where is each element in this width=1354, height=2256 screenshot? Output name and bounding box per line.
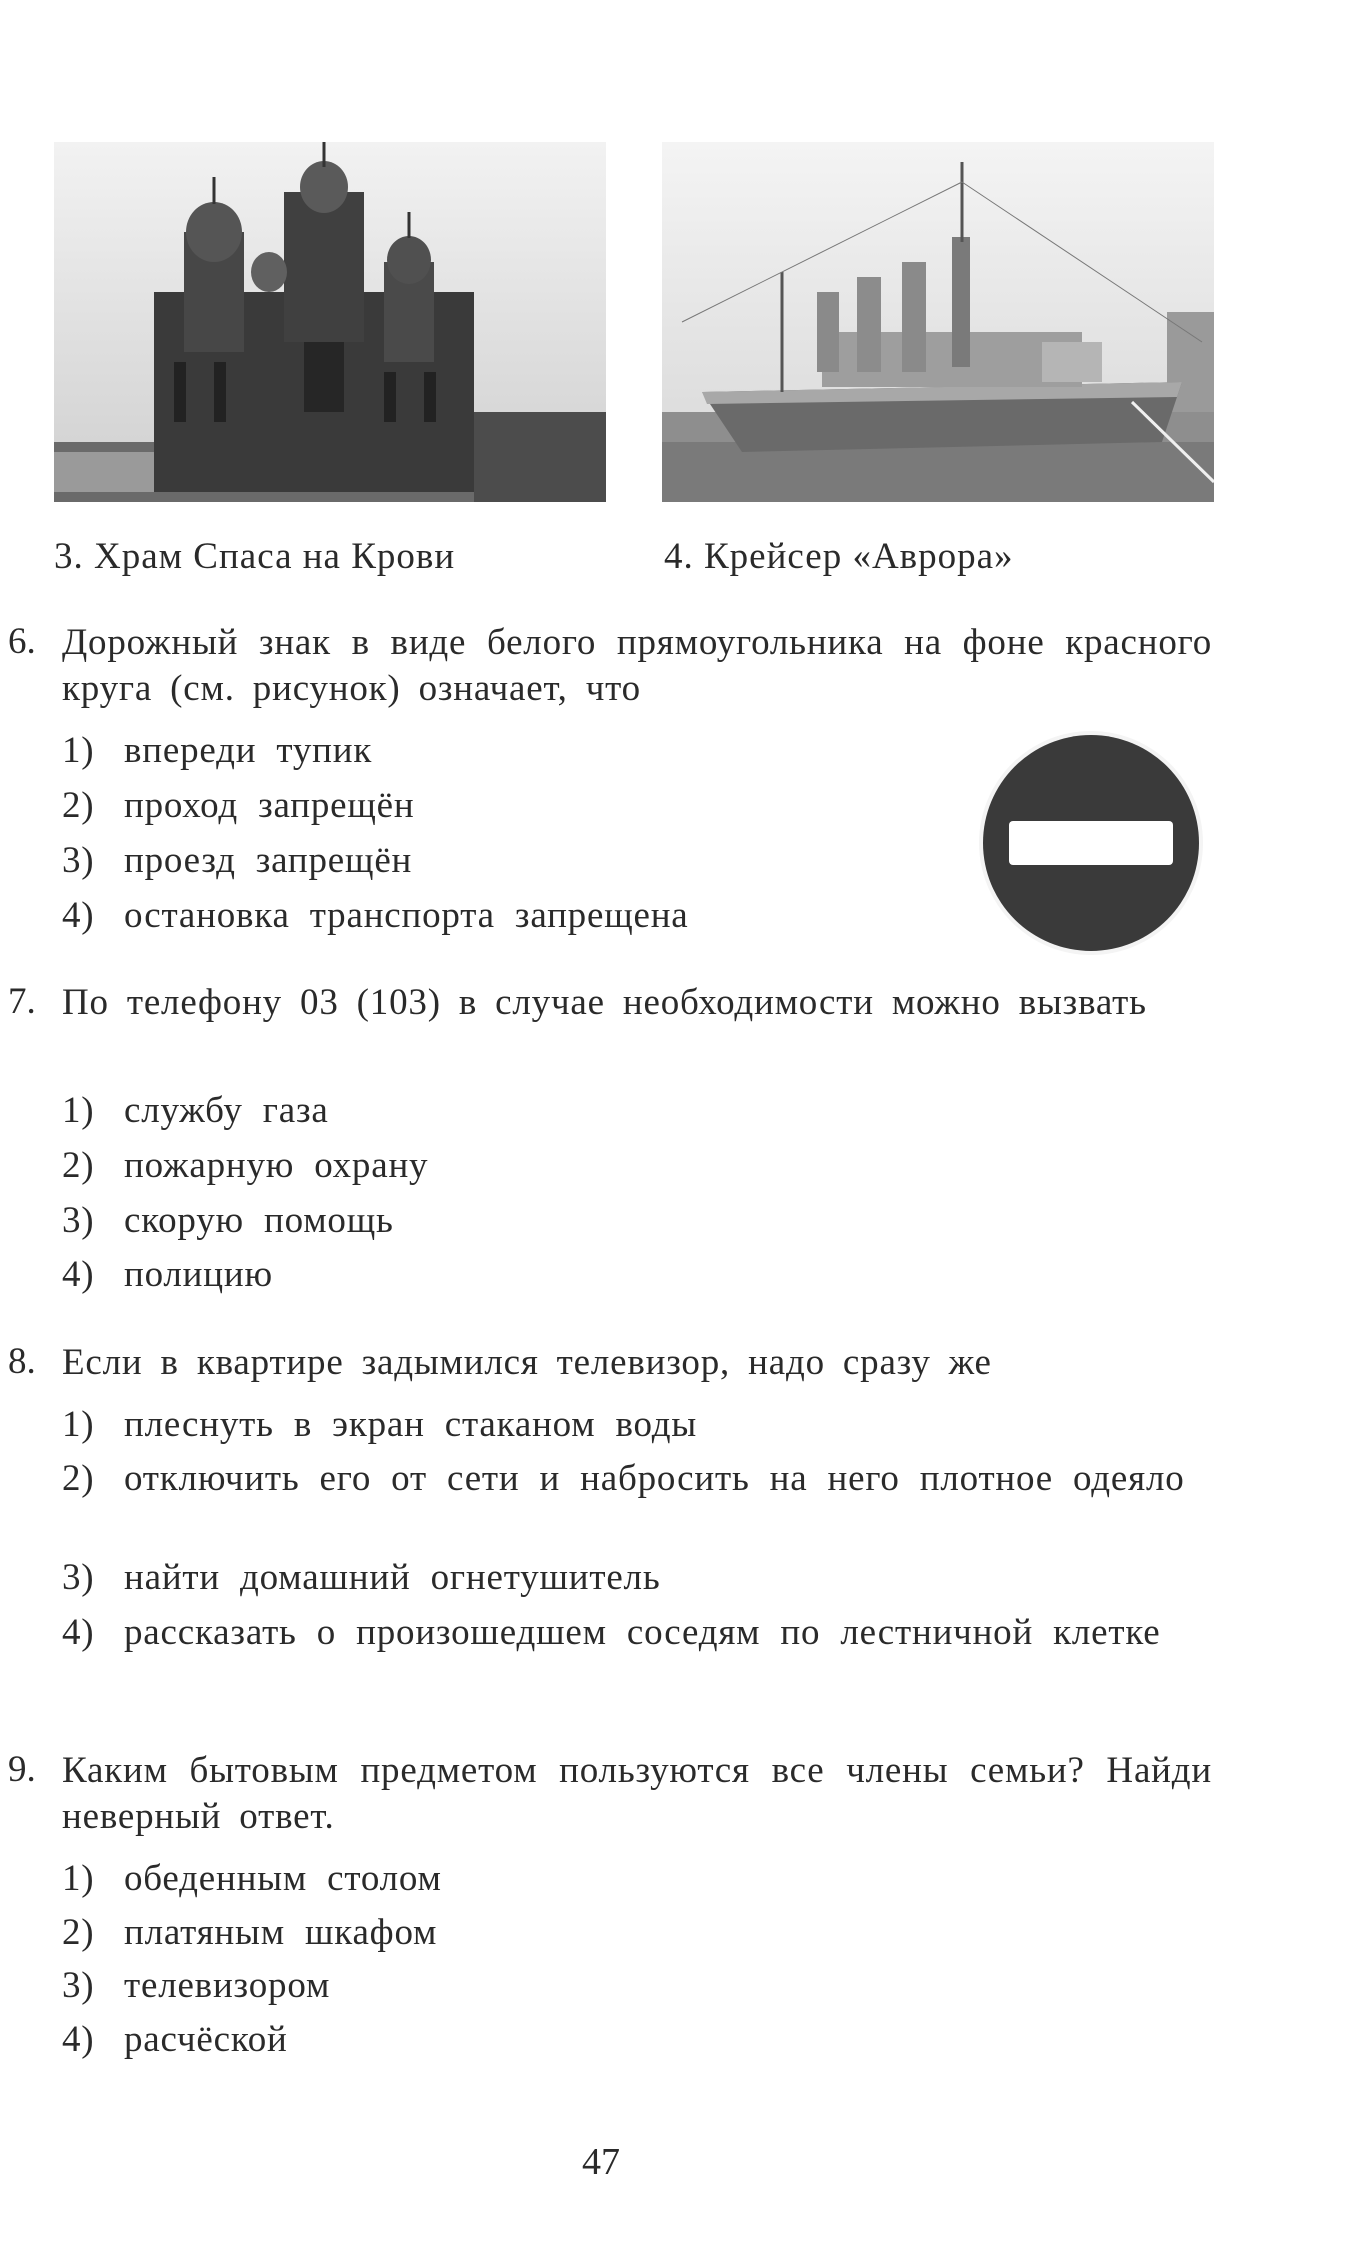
question-number: 6. [8, 621, 36, 662]
option-text: отключить его от сети и набросить на него плотное одеяло [124, 1458, 1185, 1499]
question-number: 9. [8, 1749, 36, 1790]
option-number: 1) [62, 1404, 95, 1445]
option-4 [62, 893, 689, 939]
cruiser-photo [662, 142, 1214, 502]
option-number: 2) [62, 1458, 95, 1499]
option-number: 4) [62, 2019, 95, 2060]
option-text: проход запрещён [124, 785, 415, 826]
option-number: 2) [62, 1912, 95, 1953]
question-text: Дорожный знак в виде белого прямоугольника на фоне красного круга (см. рисунок) означает, что [62, 622, 1212, 709]
option-text: платяным шкафом [124, 1912, 438, 1953]
option-number: 3) [62, 1557, 95, 1598]
option-1 [62, 728, 372, 774]
option-number: 2) [62, 1145, 95, 1186]
option-text: проезд запрещён [124, 840, 413, 881]
option-2 [62, 1456, 1212, 1548]
page-number: 47 [582, 2141, 620, 2183]
option-1 [62, 1402, 697, 1448]
option-number: 4) [62, 895, 95, 936]
option-number: 3) [62, 1965, 95, 2006]
option-text: найти домашний огнетушитель [124, 1557, 661, 1598]
question-text: По телефону 03 (103) в случае необходимости можно вызвать [62, 982, 1147, 1023]
option-text: обеденным столом [124, 1858, 442, 1899]
option-3 [62, 1555, 661, 1601]
option-text: пожарную охрану [124, 1145, 429, 1186]
cathedral-caption: 3. Храм Спаса на Крови [54, 536, 456, 577]
option-2 [62, 1910, 437, 1956]
option-number: 2) [62, 785, 95, 826]
option-number: 1) [62, 1858, 95, 1899]
question-number: 8. [8, 1341, 36, 1382]
option-text: впереди тупик [124, 730, 373, 771]
option-text: телевизором [124, 1965, 331, 2006]
option-number: 3) [62, 1200, 95, 1241]
option-number: 1) [62, 730, 95, 771]
option-4 [62, 1252, 273, 1298]
option-text: плеснуть в экран стаканом воды [124, 1404, 698, 1445]
option-number: 1) [62, 1090, 95, 1131]
option-text: расчёской [124, 2019, 288, 2060]
option-number: 4) [62, 1612, 95, 1653]
option-3 [62, 838, 412, 884]
question-number: 7. [8, 981, 36, 1022]
option-text: службу газа [124, 1090, 329, 1131]
question-text: Если в квартире задымился телевизор, надо сразу же [62, 1342, 992, 1383]
no-entry-sign-icon [976, 728, 1206, 958]
option-text: полицию [124, 1254, 273, 1295]
question-text: Каким бытовым предметом пользуются все члены семьи? Найди неверный ответ. [62, 1750, 1212, 1837]
option-text: скорую помощь [124, 1200, 394, 1241]
option-text: остановка транспорта запрещена [124, 895, 689, 936]
option-3 [62, 1963, 330, 2009]
cruiser-caption: 4. Крейсер «Аврора» [664, 536, 1014, 577]
option-1 [62, 1088, 329, 1134]
option-1 [62, 1856, 442, 1902]
option-2 [62, 783, 414, 829]
option-4 [62, 1610, 1212, 1702]
option-4 [62, 2017, 288, 2063]
cathedral-photo [54, 142, 606, 502]
option-number: 4) [62, 1254, 95, 1295]
option-number: 3) [62, 840, 95, 881]
option-3 [62, 1198, 394, 1244]
option-text: рассказать о произошедшем соседям по лестничной клетке [124, 1612, 1161, 1653]
option-2 [62, 1143, 428, 1189]
